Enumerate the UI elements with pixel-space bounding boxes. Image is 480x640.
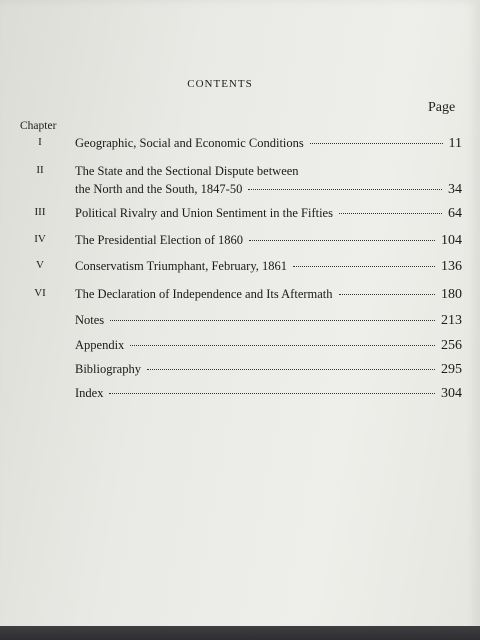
toc-line — [75, 206, 462, 222]
toc-line — [75, 259, 462, 275]
section-title: Notes — [75, 313, 105, 327]
page-number: 104 — [441, 233, 462, 248]
chapter-title: Political Rivalry and Union Sentiment in the Fifties — [75, 206, 333, 220]
page-number: 256 — [441, 338, 462, 353]
dot-leader — [109, 392, 435, 394]
page-number: 11 — [448, 136, 462, 151]
chapter-number: V — [36, 259, 44, 271]
dot-leader — [293, 265, 435, 267]
chapter-title: Geographic, Social and Economic Conditions — [75, 136, 304, 150]
toc-line — [75, 233, 462, 249]
dot-leader — [147, 368, 435, 370]
chapter-number: III — [34, 206, 46, 218]
chapter-number: I — [38, 136, 42, 148]
chapter-number: VI — [34, 287, 46, 299]
dot-leader — [110, 319, 435, 321]
dot-leader — [249, 239, 435, 241]
page-number: 180 — [441, 287, 462, 302]
chapter-title-continued: the North and the South, 1847-50 — [75, 182, 243, 196]
page-number: 64 — [448, 206, 462, 221]
dot-leader — [248, 188, 442, 190]
dot-leader — [310, 142, 443, 144]
chapter-title: The Declaration of Independence and Its Aftermath — [75, 287, 333, 301]
chapter-column-label: Chapter — [20, 120, 57, 132]
chapter-title: The State and the Sectional Dispute between — [75, 164, 299, 178]
page-number: 295 — [441, 362, 462, 377]
page-number: 304 — [441, 386, 462, 401]
section-title: Appendix — [75, 338, 125, 352]
page-number: 213 — [441, 313, 462, 328]
chapter-title: The Presidential Election of 1860 — [75, 233, 244, 247]
toc-line — [75, 287, 462, 303]
toc-line — [75, 362, 462, 378]
dot-leader — [339, 293, 435, 295]
page-number: 34 — [448, 182, 462, 197]
page-number: 136 — [441, 259, 462, 274]
section-title: Index — [75, 386, 104, 400]
toc-line — [75, 136, 462, 152]
chapter-number: II — [36, 164, 44, 176]
dot-leader — [130, 344, 435, 346]
toc-line — [75, 182, 462, 198]
contents-heading: CONTENTS — [187, 78, 253, 90]
page-column-label: Page — [428, 100, 456, 115]
toc-line — [75, 386, 462, 402]
chapter-title: Conservatism Triumphant, February, 1861 — [75, 259, 288, 273]
dot-leader — [339, 212, 442, 214]
section-title: Bibliography — [75, 362, 141, 376]
page-bottom-edge — [0, 626, 480, 640]
toc-line — [75, 164, 462, 179]
chapter-number: IV — [34, 233, 46, 245]
toc-line — [75, 338, 462, 354]
toc-line — [75, 313, 462, 329]
